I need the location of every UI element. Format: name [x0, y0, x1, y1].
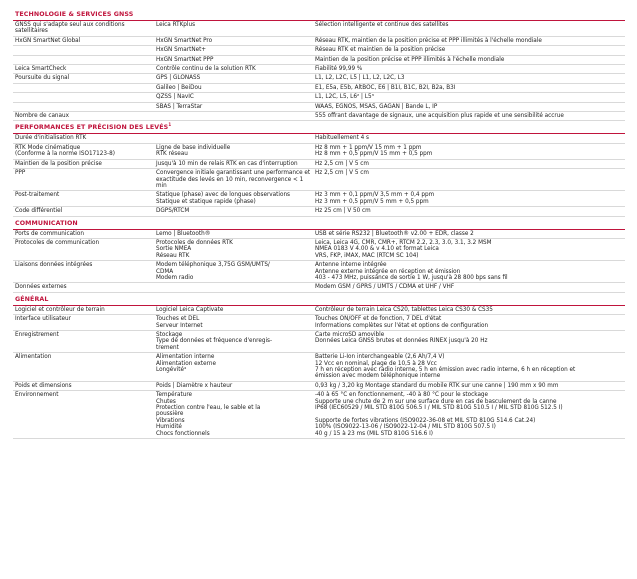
spec-sublabel-cell: [154, 37, 313, 45]
spec-value-cell: [313, 353, 625, 381]
spec-sublabel: poussière: [156, 411, 184, 418]
spec-sublabel: HxGN SmartNet Pro: [156, 37, 213, 44]
spec-value: Antenne interne intégrée: [315, 262, 387, 269]
spec-value: Réseau RTK, maintien de la position précise et PPP illimités à l'échelle mondiale: [315, 37, 542, 44]
spec-sublabel-cell: [154, 134, 313, 142]
spec-sublabel: Galileo | BeiDou: [156, 84, 202, 91]
spec-label-cell: [13, 353, 154, 381]
spec-sublabel: Leica RTKplus: [156, 22, 196, 28]
spec-row: [13, 160, 625, 169]
spec-sublabel: Modem téléphonique 3,75G GSM/UMTS/: [156, 262, 270, 269]
spec-sublabel: Type de données et fréquence d'enregis-: [156, 338, 273, 345]
spec-row: [13, 191, 625, 207]
spec-value: Carte microSD amovible: [315, 332, 385, 338]
spec-row: [13, 93, 625, 102]
spec-value: Hz 8 mm + 1 ppm/V 15 mm + 1 ppm: [315, 144, 422, 151]
spec-value-cell: [313, 93, 625, 101]
spec-value: 0,93 kg / 3,20 kg Montage standard du mobile RTK sur une canne | 190 mm x 90 mm: [315, 382, 559, 389]
spec-label-cell: [13, 134, 154, 142]
spec-row: [13, 144, 625, 160]
spec-sublabel: Convergence initiale garantissant une performance et exactitude des levés en 10 min, reconvergence < 1 min: [156, 170, 311, 189]
spec-value-cell: [313, 37, 625, 45]
spec-row: [13, 306, 625, 315]
spec-sublabel-cell: [154, 207, 313, 215]
spec-row: [13, 56, 625, 65]
spec-sublabel: RTK réseau: [156, 151, 188, 158]
spec-value-cell: [313, 84, 625, 92]
section-title: GÉNÉRAL: [15, 295, 49, 303]
spec-value-cell: [313, 331, 625, 352]
spec-value-cell: [313, 21, 625, 36]
spec-label-cell: [13, 169, 154, 190]
spec-value-cell: [313, 56, 625, 64]
spec-value: 100% (ISO9022-13-06 / ISO9022-12-04 / MIL STD 810G 507.5 I): [315, 424, 496, 431]
spec-label: Protocoles de communication: [15, 239, 100, 246]
spec-sublabel: [156, 135, 311, 141]
spec-value: 40 g / 15 à 23 ms (MIL STD 810G 516.6 I): [315, 430, 433, 437]
spec-value: Fiabilité 99,99 %: [315, 66, 363, 73]
spec-sublabel: [156, 113, 311, 119]
spec-value: Supporte de fortes vibrations (ISO9022-36-08 et MIL STD 810G 514.6 Cat.24): [315, 417, 536, 424]
spec-row: [13, 21, 625, 37]
spec-label: GNSS qui s'adapte seul aux conditions satellitaires: [15, 22, 125, 35]
spec-value: Antenne externe intégrée en réception et émission: [315, 268, 461, 275]
spec-value: Hz 3 mm + 0,1 ppm/V 3,5 mm + 0,4 ppm: [315, 192, 435, 199]
spec-label-cell: [13, 283, 154, 291]
spec-sublabel-cell: [154, 283, 313, 291]
spec-sublabel-cell: [154, 103, 313, 111]
section-title: COMMUNICATION: [15, 219, 78, 227]
spec-value-cell: [313, 306, 625, 314]
spec-row: [13, 391, 625, 439]
section-heading-performances-et-precision-des-leves: [13, 121, 625, 134]
spec-sublabel: [156, 284, 311, 290]
spec-value: Informations complètes sur l'état et options de configuration: [315, 322, 489, 329]
spec-row: [13, 353, 625, 382]
spec-label-cell: [13, 93, 154, 101]
spec-value-cell: [313, 134, 625, 142]
section-title: TECHNOLOGIE & SERVICES GNSS: [15, 11, 134, 18]
spec-label: RTK Mode cinématique: [15, 144, 81, 151]
spec-value: Hz 25 cm | V 50 cm: [315, 208, 371, 215]
spec-sublabel-cell: [154, 56, 313, 64]
spec-label: Maintien de la position précise: [15, 160, 102, 167]
spec-row: [13, 230, 625, 239]
spec-row: [13, 283, 625, 292]
spec-value-cell: [313, 103, 625, 111]
spec-sublabel-cell: [154, 353, 313, 381]
spec-sublabel: Touches et DEL: [156, 316, 200, 323]
spec-value: L1, L2C, L5, L6² | L5³: [315, 94, 374, 101]
spec-row: [13, 112, 625, 121]
spec-label: Durée d'initialisation RTK: [15, 135, 87, 142]
spec-label: Environnement: [15, 392, 59, 399]
spec-sublabel-cell: [154, 382, 313, 390]
spec-sublabel: Alimentation interne: [156, 354, 215, 361]
spec-sublabel: Statique (phase) avec de longues observations: [156, 192, 291, 199]
spec-label-cell: [13, 315, 154, 330]
spec-row: [13, 239, 625, 261]
section-heading-communication: [13, 217, 625, 230]
spec-sublabel-cell: [154, 160, 313, 168]
spec-label-cell: [13, 191, 154, 206]
spec-value-cell: [313, 283, 625, 291]
spec-label: Code différentiel: [15, 208, 63, 215]
spec-label-cell: [13, 103, 154, 111]
spec-label: Poids et dimensions: [15, 382, 72, 389]
spec-value-cell: [313, 191, 625, 206]
spec-value: Leica, Leica 4G, CMR, CMR+, RTCM 2.2, 2.3, 3.0, 3.1, 3.2 MSM: [315, 239, 492, 246]
spec-row: [13, 207, 625, 216]
footnote-marker: 1: [168, 122, 172, 128]
spec-value: 555 offrant davantage de signaux, une acquisition plus rapide et une sensibilité accrue: [315, 113, 564, 120]
spec-row: [13, 134, 625, 143]
spec-sublabel: HxGN SmartNet+: [156, 47, 207, 54]
spec-label: Données externes: [15, 284, 67, 291]
spec-label-cell: [13, 160, 154, 168]
spec-value: Maintien de la position précise et PPP illimités à l'échelle mondiale: [315, 56, 505, 63]
spec-row: [13, 46, 625, 55]
spec-value: Hz 2,5 cm | V 5 cm: [315, 170, 369, 177]
spec-label: Leica SmartCheck: [15, 66, 67, 73]
spec-value-cell: [313, 160, 625, 168]
spec-label: Ports de communication: [15, 230, 84, 237]
spec-label: PPP: [15, 170, 26, 177]
spec-label-cell: [13, 207, 154, 215]
spec-value-cell: [313, 144, 625, 159]
spec-sublabel-cell: [154, 21, 313, 36]
spec-value-cell: [313, 169, 625, 190]
spec-value-cell: [313, 239, 625, 260]
spec-value-cell: [313, 65, 625, 73]
spec-sublabel: Contrôle continu de la solution RTK: [156, 66, 256, 73]
spec-value-cell: [313, 261, 625, 282]
spec-value-cell: [313, 46, 625, 54]
spec-sublabel: Poids | Diamètre x hauteur: [156, 382, 233, 389]
spec-value: Habituellement 4 s: [315, 135, 370, 142]
spec-value: 12 Vcc en nominal, plage de 10,5 à 28 Vcc: [315, 360, 437, 367]
spec-label: Liaisons données intégrées: [15, 262, 93, 269]
spec-label-cell: [13, 239, 154, 260]
spec-value: émission avec modem téléphonique interne: [315, 373, 441, 380]
spec-value: Touches ON/OFF et de fonction, 7 DEL d'état: [315, 316, 442, 323]
spec-sublabel: CDMA: [156, 268, 174, 275]
spec-row: [13, 315, 625, 331]
spec-sublabel-cell: [154, 112, 313, 120]
spec-sublabel-cell: [154, 144, 313, 159]
spec-row: [13, 331, 625, 353]
spec-row: [13, 169, 625, 191]
spec-value: Batterie Li-Ion interchangeable (2,6 Ah/7,4 V): [315, 354, 445, 361]
spec-label-cell: [13, 84, 154, 92]
spec-sublabel-cell: [154, 315, 313, 330]
spec-row: [13, 74, 625, 83]
spec-row: [13, 103, 625, 112]
spec-label: [15, 85, 152, 91]
spec-sublabel: Sortie NMEA: [156, 246, 192, 253]
specifications-table: [13, 8, 625, 439]
spec-sublabel-cell: [154, 84, 313, 92]
spec-value: IP68 (IEC60529 / MIL STD 810G 506.5 I / MIL STD 810G 510.5 I / MIL STD 810G 512.5 I): [315, 405, 563, 412]
spec-label-cell: [13, 112, 154, 120]
spec-value: USB et série RS232 | Bluetooth® v2.00 + EDR, classe 2: [315, 230, 474, 237]
spec-sublabel-cell: [154, 65, 313, 73]
spec-sublabel: Chocs fonctionnels: [156, 430, 210, 437]
spec-value-cell: [313, 207, 625, 215]
spec-sublabel: Jusqu'à 10 min de relais RTK en cas d'interruption: [156, 160, 298, 167]
spec-sublabel: Longévité⁴: [156, 367, 187, 374]
spec-label: HxGN SmartNet Global: [15, 37, 81, 44]
spec-label-cell: [13, 65, 154, 73]
spec-label-cell: [13, 46, 154, 54]
spec-value: NMEA 0183 V 4.00 & v 4.10 et format Leica: [315, 246, 439, 253]
spec-value: Hz 8 mm + 0,5 ppm/V 15 mm + 0,5 ppm: [315, 151, 433, 158]
spec-sublabel-cell: [154, 74, 313, 82]
spec-label-cell: [13, 306, 154, 314]
spec-sublabel-cell: [154, 169, 313, 190]
spec-label: Nombre de canaux: [15, 113, 69, 120]
spec-sublabel: Humidité: [156, 424, 182, 431]
spec-label-cell: [13, 382, 154, 390]
spec-sublabel-cell: [154, 391, 313, 438]
spec-value: 7 h en réception avec radio interne, 5 h en émission avec radio interne, 6 h en réception et: [315, 367, 576, 374]
spec-sublabel: GPS | GLONASS: [156, 75, 201, 82]
spec-value-cell: [313, 391, 625, 438]
spec-sublabel: QZSS | NavIC: [156, 94, 194, 101]
spec-value: Réseau RTK et maintien de la position précise: [315, 47, 446, 54]
spec-row: [13, 382, 625, 391]
spec-value: E1, E5a, E5b, AltBOC, E6 | B1I, B1C, B2I, B2a, B3I: [315, 84, 456, 91]
spec-sublabel-cell: [154, 306, 313, 314]
spec-sublabel: Protocoles de données RTK: [156, 239, 233, 246]
spec-value: Hz 2,5 cm | V 5 cm: [315, 160, 369, 167]
spec-label-cell: [13, 261, 154, 282]
spec-label-cell: [13, 56, 154, 64]
spec-row: [13, 37, 625, 46]
spec-sublabel: Statique et statique rapide (phase): [156, 198, 256, 205]
spec-sublabel: Vibrations: [156, 417, 185, 424]
section-heading-general: [13, 293, 625, 306]
spec-sublabel-cell: [154, 46, 313, 54]
spec-sublabel-cell: [154, 239, 313, 260]
spec-sublabel: Stockage: [156, 332, 183, 338]
spec-row: [13, 84, 625, 93]
spec-label: (Conforme à la norme ISO17123-8): [15, 151, 115, 158]
spec-sublabel: Protection contre l'eau, le sable et la: [156, 405, 261, 412]
spec-value: Sélection intelligente et continue des satellites: [315, 22, 449, 28]
spec-sublabel: Chutes: [156, 398, 176, 405]
section-title: PERFORMANCES ET PRÉCISION DES LEVÉS: [15, 124, 169, 132]
spec-sublabel: Lemo | Bluetooth®: [156, 230, 211, 237]
section-heading-technologie-services-gnss: [13, 8, 625, 21]
spec-sublabel: Alimentation externe: [156, 360, 216, 367]
spec-label: Post-traitement: [15, 192, 60, 199]
spec-value: VRS, FKP, iMAX, MAC (RTCM SC 104): [315, 252, 419, 259]
spec-label-cell: [13, 230, 154, 238]
spec-sublabel: Température: [156, 392, 193, 399]
spec-value: Contrôleur de terrain Leica CS20, tablettes Leica CS30 & CS35: [315, 306, 493, 313]
spec-value: L1, L2, L2C, L5 | L1, L2, L2C, L3: [315, 75, 405, 82]
spec-sublabel-cell: [154, 230, 313, 238]
spec-label-cell: [13, 391, 154, 438]
spec-sublabel: Réseau RTK: [156, 252, 190, 259]
spec-value: Hz 3 mm + 0,5 ppm/V 5 mm + 0,5 ppm: [315, 198, 429, 205]
spec-value-cell: [313, 382, 625, 390]
spec-sublabel-cell: [154, 331, 313, 352]
spec-label: Logiciel et contrôleur de terrain: [15, 306, 105, 313]
spec-label-cell: [13, 21, 154, 36]
spec-sublabel: Modem radio: [156, 274, 194, 281]
spec-sublabel-cell: [154, 93, 313, 101]
spec-label-cell: [13, 144, 154, 159]
spec-sublabel: Ligne de base individuelle: [156, 144, 231, 151]
spec-sublabel-cell: [154, 191, 313, 206]
spec-label: Enregistrement: [15, 332, 59, 338]
spec-value-cell: [313, 112, 625, 120]
spec-label-cell: [13, 74, 154, 82]
spec-label: [15, 94, 152, 100]
spec-value: -40 à 65 °C en fonctionnement, -40 à 80 °C pour le stockage: [315, 392, 489, 399]
spec-value: WAAS, EGNOS, MSAS, GAGAN | Bande L, IP: [315, 103, 438, 110]
spec-sublabel: DGPS/RTCM: [156, 208, 190, 215]
spec-value: Modem GSM / GPRS / UMTS / CDMA et UHF / VHF: [315, 284, 455, 291]
spec-label: Interface utilisateur: [15, 316, 71, 323]
spec-sublabel: SBAS | TerraStar: [156, 103, 203, 110]
spec-row: [13, 261, 625, 283]
spec-sublabel: Serveur Internet: [156, 322, 203, 329]
spec-label: [15, 104, 152, 110]
spec-value: Supporte une chute de 2 m sur une surface dure en cas de basculement de la canne: [315, 398, 557, 405]
spec-label: [15, 47, 152, 53]
spec-label: Alimentation: [15, 354, 52, 361]
spec-sublabel-cell: [154, 261, 313, 282]
spec-value-cell: [313, 315, 625, 330]
spec-label-cell: [13, 331, 154, 352]
spec-label: [15, 57, 152, 63]
spec-sublabel: Logiciel Leica Captivate: [156, 306, 224, 313]
spec-value-cell: [313, 74, 625, 82]
spec-value: 403 - 473 MHz, puissance de sortie 1 W, jusqu'à 28 800 bps sans fil: [315, 274, 508, 281]
spec-sublabel: HxGN SmartNet PPP: [156, 56, 214, 63]
spec-label: Poursuite du signal: [15, 75, 70, 82]
spec-value-cell: [313, 230, 625, 238]
spec-row: [13, 65, 625, 74]
spec-value: Données Leica GNSS brutes et données RINEX jusqu'à 20 Hz: [315, 338, 488, 345]
spec-label-cell: [13, 37, 154, 45]
spec-sublabel: trement: [156, 344, 179, 351]
